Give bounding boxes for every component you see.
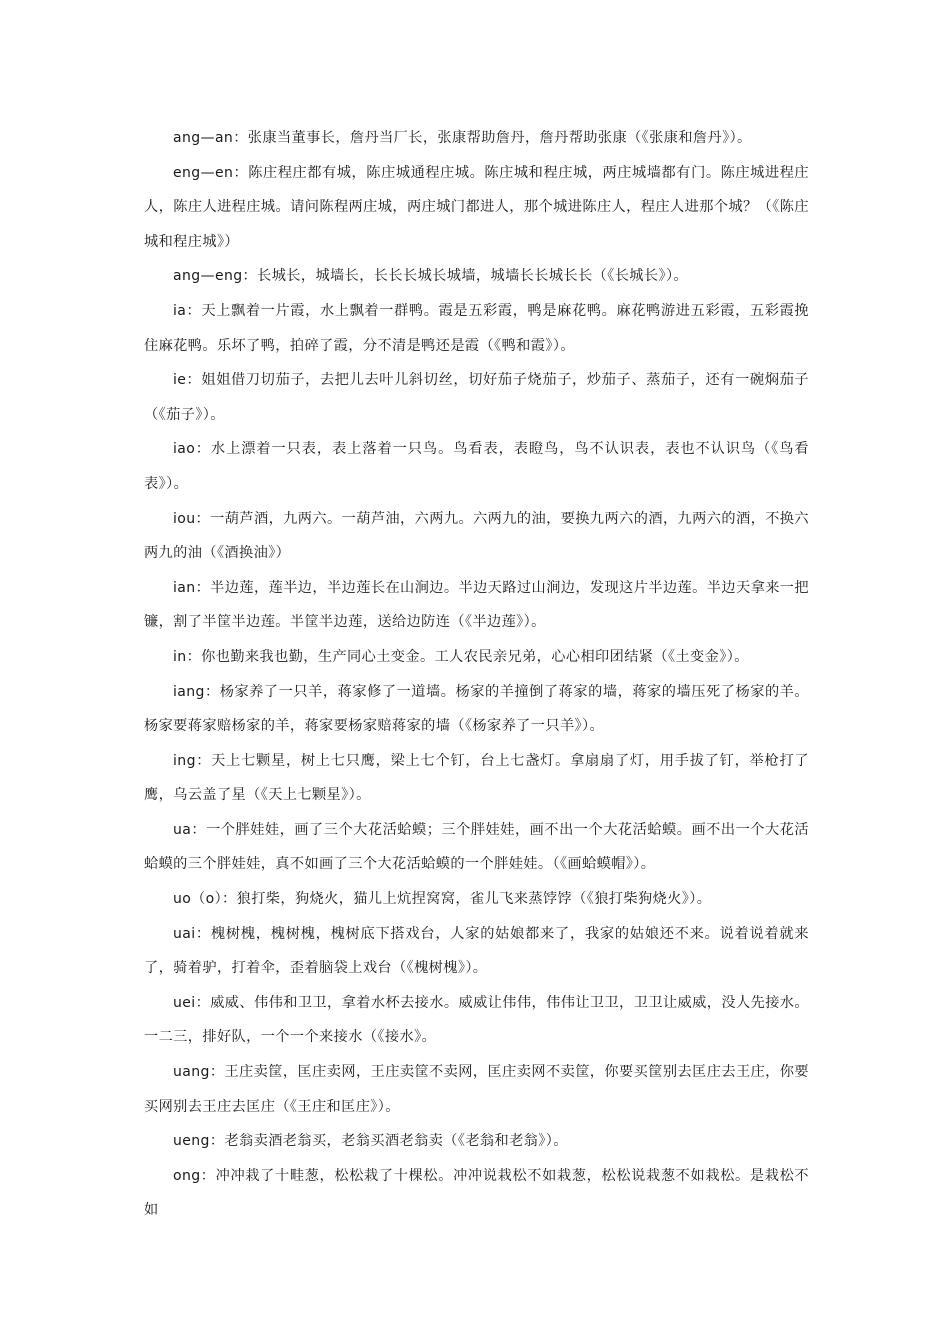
paragraph-ie (144, 363, 809, 432)
paragraph-ang-eng (144, 259, 809, 294)
paragraph-ia (144, 294, 809, 363)
pinyin-key: ing (173, 752, 196, 769)
paragraph-ueng (144, 1124, 809, 1159)
pinyin-key: eng—en (173, 164, 234, 181)
paragraph-text: ：姐姐借刀切茄子，去把儿去叶儿斜切丝，切好茄子烧茄子，炒茄子、蒸茄子，还有一碗焖茄子（《茄子》）。 (144, 372, 809, 423)
paragraph-text: ：杨家养了一只羊，蒋家修了一道墙。杨家的羊撞倒了蒋家的墙，蒋家的墙压死了杨家的羊。杨家要蒋家赔杨家的羊，蒋家要杨家赔蒋家的墙（《杨家养了一只羊》）。 (144, 683, 809, 735)
paragraph-text: ：威威、伟伟和卫卫，拿着水杯去接水。威威让伟伟，伟伟让卫卫，卫卫让威威，没人先接水。一二三，排好队，一个一个来接水（《接水》。 (144, 994, 809, 1046)
paragraph-text: ：陈庄程庄都有城，陈庄城通程庄城。陈庄城和程庄城，两庄城墙都有门。陈庄城进程庄人，陈庄人进程庄城。请问陈程两庄城，两庄城门都进人，那个城进陈庄人，程庄人进那个城？（《陈庄城和程庄城》） (144, 164, 809, 250)
paragraph-uo (144, 882, 809, 917)
paragraph-ang-an (144, 121, 809, 156)
paragraph-in (144, 640, 809, 675)
paragraph-iao (144, 432, 809, 501)
pinyin-key: uai (173, 925, 196, 942)
pinyin-key: uo（o） (173, 891, 223, 908)
pinyin-key: ian (173, 579, 196, 596)
pinyin-key: ang—eng (173, 268, 243, 285)
paragraph-text: ：天上飘着一片霞，水上飘着一群鸭。霞是五彩霞，鸭是麻花鸭。麻花鸭游进五彩霞，五彩霞挽住麻花鸭。乐坏了鸭，拍碎了霞，分不清是鸭还是霞（《鸭和霞》）。 (144, 302, 809, 354)
paragraph-text: ：半边莲，莲半边，半边莲长在山涧边。半边天路过山涧边，发现这片半边莲。半边天拿来一把镰，割了半筐半边莲。半筐半边莲，送给边防连（《半边莲》）。 (144, 579, 809, 631)
paragraph-ong (144, 1159, 809, 1228)
pinyin-key: iao (173, 441, 196, 458)
pinyin-key: ia (173, 302, 187, 319)
paragraph-text: ：长城长，城墙长，长长长城长城墙，城墙长长城长长（《长城长》）。 (242, 268, 689, 285)
pinyin-key: ong (173, 1167, 201, 1184)
pinyin-key: ie (173, 372, 187, 389)
paragraph-uang (144, 1055, 809, 1124)
pinyin-key: ueng (173, 1133, 210, 1150)
paragraph-text: ：槐树槐，槐树槐，槐树底下搭戏台，人家的姑娘都来了，我家的姑娘还不来。说着说着就来了，骑着驴，打着伞，歪着脑袋上戏台（《槐树槐》）。 (144, 925, 809, 977)
pinyin-key: iou (173, 510, 196, 527)
paragraph-text: ：王庄卖筐，匡庄卖网，王庄卖筐不卖网，匡庄卖网不卖筐，你要买筐别去匡庄去王庄，你要买网别去王庄去匡庄（《王庄和匡庄》）。 (144, 1064, 809, 1115)
paragraph-text: ：冲冲栽了十畦葱，松松栽了十棵松。冲冲说栽松不如栽葱，松松说栽葱不如栽松。是栽松不如 (144, 1167, 809, 1219)
document-body (144, 121, 809, 1228)
paragraph-ing (144, 744, 809, 813)
paragraph-text: ：狼打柴，狗烧火，猫儿上炕捏窝窝，雀儿飞来蒸饽饽（《狼打柴狗烧火》）。 (222, 891, 712, 908)
paragraph-iang (144, 675, 809, 744)
pinyin-key: iang (173, 683, 205, 700)
pinyin-key: ang—an (173, 130, 234, 146)
paragraph-text: ：老翁卖酒老翁买，老翁买酒老翁卖（《老翁和老翁》）。 (209, 1133, 568, 1150)
paragraph-ian (144, 571, 809, 640)
paragraph-uai (144, 917, 809, 986)
paragraph-iou (144, 502, 809, 571)
paragraph-text: ：你也勤来我也勤，生产同心土变金。工人农民亲兄弟，心心相印团结紧（《土变金》）。 (186, 648, 749, 665)
pinyin-key: ua (173, 821, 192, 838)
pinyin-key: uei (173, 994, 196, 1011)
pinyin-key: uang (173, 1064, 210, 1081)
paragraph-ua (144, 813, 809, 882)
paragraph-text: ：一个胖娃娃，画了三个大花活蛤蟆；三个胖娃娃，画不出一个大花活蛤蟆。画不出一个大花活蛤蟆的三个胖娃娃，真不如画了三个大花活蛤蟆的一个胖娃娃。（《画蛤蟆帽》）。 (144, 821, 809, 873)
paragraph-uei (144, 986, 809, 1055)
paragraph-eng-en (144, 156, 809, 260)
paragraph-text: ：一葫芦酒，九两六。一葫芦油，六两九。六两九的油，要换九两六的酒，九两六的酒，不换六两九的油（《酒换油》） (144, 510, 809, 562)
paragraph-text: ：水上漂着一只表，表上落着一只鸟。鸟看表，表瞪鸟，鸟不认识表，表也不认识鸟（《鸟看表》）。 (144, 441, 809, 492)
pinyin-key: in (173, 648, 187, 665)
paragraph-text: ：张康当董事长，詹丹当厂长，张康帮助詹丹，詹丹帮助张康（《张康和詹丹》）。 (233, 130, 752, 146)
paragraph-text: ：天上七颗星，树上七只鹰，梁上七个钉，台上七盏灯。拿扇扇了灯，用手拔了钉，举枪打了鹰，乌云盖了星（《天上七颗星》）。 (144, 752, 809, 804)
